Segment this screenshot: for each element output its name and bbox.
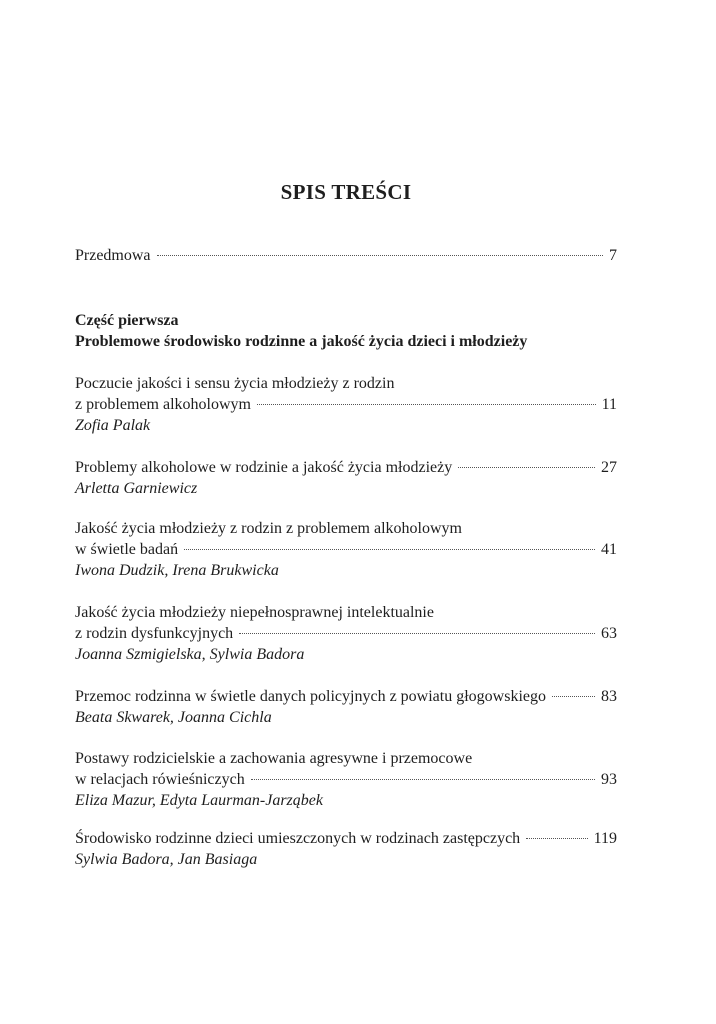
toc-page-number: 11 xyxy=(601,396,617,413)
toc-entry-title-line2: z problemem alkoholowym xyxy=(75,396,251,413)
page-title: SPIS TREŚCI xyxy=(280,180,412,204)
part-label: Część pierwsza xyxy=(75,312,179,329)
toc-entry-title-line1: Jakość życia młodzieży niepełnosprawnej intelektualnie xyxy=(75,604,434,621)
toc-entry-title-line2: z rodzin dysfunkcyjnych xyxy=(75,625,234,642)
toc-entry-title-line1: Przemoc rodzinna w świetle danych policyjnych z powiatu głogowskiego xyxy=(75,688,546,705)
toc-entry-title-line2: w świetle badań xyxy=(75,541,179,558)
toc-page-number: 7 xyxy=(609,247,617,264)
toc-line xyxy=(75,539,617,560)
toc-entry-title-line1: Problemy alkoholowe w rodzinie a jakość życia młodzieży xyxy=(75,459,453,476)
dot-leader xyxy=(552,696,595,697)
toc-page-number: 119 xyxy=(593,830,617,847)
dot-leader xyxy=(526,838,587,839)
toc-entry[interactable] xyxy=(75,828,617,870)
toc-authors: Joanna Szmigielska, Sylwia Badora xyxy=(75,646,305,663)
toc-page-number: 83 xyxy=(601,688,617,705)
toc-authors: Sylwia Badora, Jan Basiaga xyxy=(75,851,258,868)
toc-authors: Eliza Mazur, Edyta Laurman-Jarząbek xyxy=(75,792,323,809)
toc-entry[interactable] xyxy=(75,373,617,436)
toc-entry[interactable] xyxy=(75,748,617,811)
part-heading xyxy=(75,310,617,352)
dot-leader xyxy=(458,467,595,468)
toc-authors: Zofia Palak xyxy=(75,417,151,434)
toc-page-number: 41 xyxy=(601,541,617,558)
toc-entry-title-line1: Poczucie jakości i sensu życia młodzieży z rodzin xyxy=(75,375,395,392)
toc-page-number: 63 xyxy=(601,625,617,642)
toc-entry-title-line1: Jakość życia młodzieży z rodzin z problemem alkoholowym xyxy=(75,520,462,537)
toc-page-number: 93 xyxy=(601,771,617,788)
dot-leader xyxy=(257,404,596,405)
dot-leader xyxy=(251,779,595,780)
toc-page-number: 27 xyxy=(601,459,617,476)
toc-line xyxy=(75,245,617,266)
toc-entry-title-line1: Postawy rodzicielskie a zachowania agresywne i przemocowe xyxy=(75,750,473,767)
toc-authors: Beata Skwarek, Joanna Cichla xyxy=(75,709,272,726)
part-title: Problemowe środowisko rodzinne a jakość życia dzieci i młodzieży xyxy=(75,333,528,350)
toc-line xyxy=(75,828,617,849)
toc-line xyxy=(75,686,617,707)
toc-entry[interactable] xyxy=(75,602,617,665)
toc-authors: Arletta Garniewicz xyxy=(75,480,198,497)
dot-leader xyxy=(239,633,595,634)
dot-leader xyxy=(157,255,603,256)
toc-line xyxy=(75,394,617,415)
toc-authors: Iwona Dudzik, Irena Brukwicka xyxy=(75,562,279,579)
toc-entry[interactable] xyxy=(75,686,617,728)
toc-line xyxy=(75,623,617,644)
toc-line xyxy=(75,457,617,478)
toc-entry-preface[interactable] xyxy=(75,245,617,266)
toc-entry-title: Przedmowa xyxy=(75,247,151,264)
toc-entry[interactable] xyxy=(75,457,617,499)
dot-leader xyxy=(184,549,595,550)
toc-entry-title-line1: Środowisko rodzinne dzieci umieszczonych w rodzinach zastępczych xyxy=(75,830,521,847)
toc-line xyxy=(75,769,617,790)
toc-entry[interactable] xyxy=(75,518,617,581)
toc-entry-title-line2: w relacjach rówieśniczych xyxy=(75,771,245,788)
